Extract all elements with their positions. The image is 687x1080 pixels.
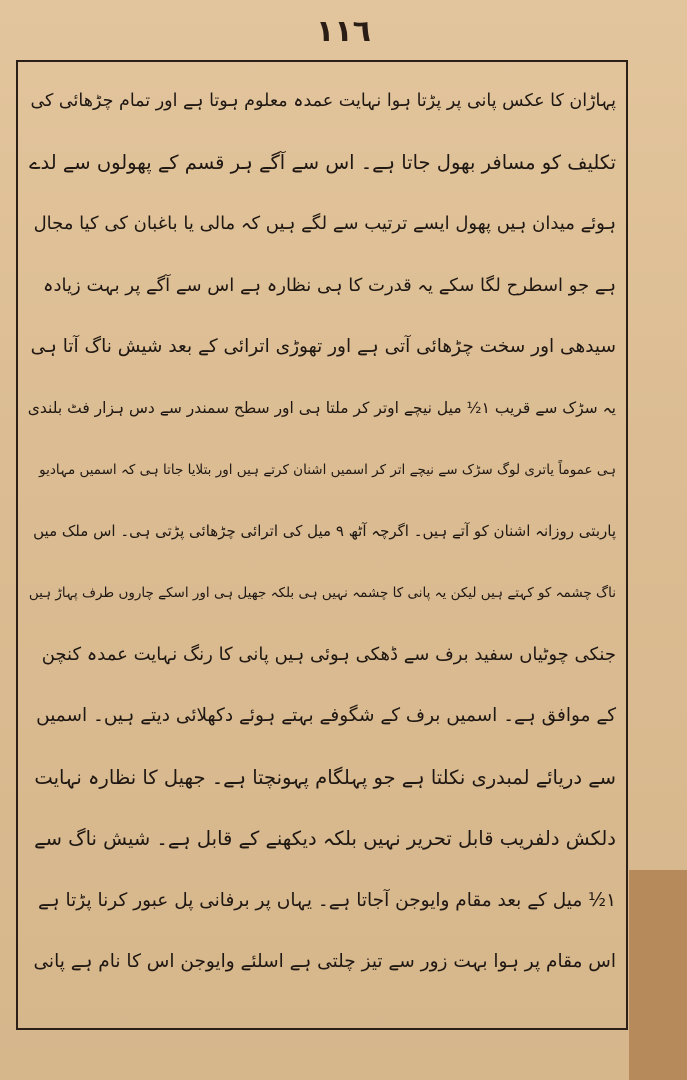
text-line: ہے جو اسطرح لگا سکے یہ قدرت کا ہی نظارہ ہے اس سے آگے پر بہت زیادہ — [42, 274, 616, 296]
text-line: اس مقام پر ہوا بہت زور سے تیز چلتی ہے اسلئے وایوجن اس کا نام ہے پانی — [33, 951, 616, 973]
text-line: تکلیف کو مسافر بھول جاتا ہے۔ اس سے آگے ہر قسم کے پھولوں سے لدے — [29, 150, 616, 174]
page-number: ۱۱٦ — [316, 14, 371, 49]
text-line: ۱½ میل کے بعد مقام وایوجن آجاتا ہے۔ یہاں پر برفانی پل عبور کرنا پڑتا ہے — [37, 889, 616, 911]
text-line: جنکی چوٹیاں سفید برف سے ڈھکی ہوئی ہیں پانی کا رنگ نہایت عمدہ کنچن — [41, 643, 616, 665]
text-line: یہ سڑک سے قریب ۱½ میل نیچے اوتر کر ملتا ہی اور سطح سمندر سے دس ہزار فٹ بلندی — [27, 399, 616, 418]
text-line: پاربتی روزانہ اشنان کو آتے ہیں۔ اگرچہ آٹھ ۹ میل کی اترائی چڑھائی پڑتی ہی۔ اس ملک میں — [33, 522, 616, 541]
body-text — [28, 70, 616, 1020]
text-line: ناگ چشمہ کو کہتے ہیں لیکن یہ پانی کا چشمہ نہیں ہی بلکہ جھیل ہی اور اسکے چاروں طرف پہاڑ ہیں — [28, 584, 616, 601]
text-line: ہی عموماً یاتری لوگ سڑک سے نیچے اتر کر اسمیں اشنان کرتے ہیں اور بتلایا جاتا ہی کہ اسمیں مہادیو — [39, 461, 616, 478]
text-line: سیدھی اور سخت چڑھائی آتی ہے اور تھوڑی اترائی کے بعد شیش ناگ آتا ہی — [30, 336, 616, 358]
text-line: ہوئے میدان ہیں پھول ایسے ترتیب سے لگے ہیں کہ مالی یا باغبان کی کیا مجال — [33, 213, 616, 235]
text-frame — [16, 60, 628, 1030]
text-line: کے موافق ہے۔ اسمیں برف کے شگوفے بہتے ہوئے دکھلائی دیتے ہیں۔ اسمیں — [36, 705, 616, 727]
text-line: پہاڑان کا عکس پانی پر پڑتا ہوا نہایت عمدہ معلوم ہوتا ہے اور تمام چڑھائی کی — [30, 90, 616, 111]
text-line: سے دریائے لمبدری نکلتا ہے جو پہلگام پہونچتا ہے۔ جھیل کا نظارہ نہایت — [34, 765, 616, 789]
text-line: دلکش دلفریب قابل تحریر نہیں بلکہ دیکھنے کے قابل ہے۔ شیش ناگ سے — [34, 827, 616, 851]
page-edge-shadow — [629, 870, 687, 1080]
